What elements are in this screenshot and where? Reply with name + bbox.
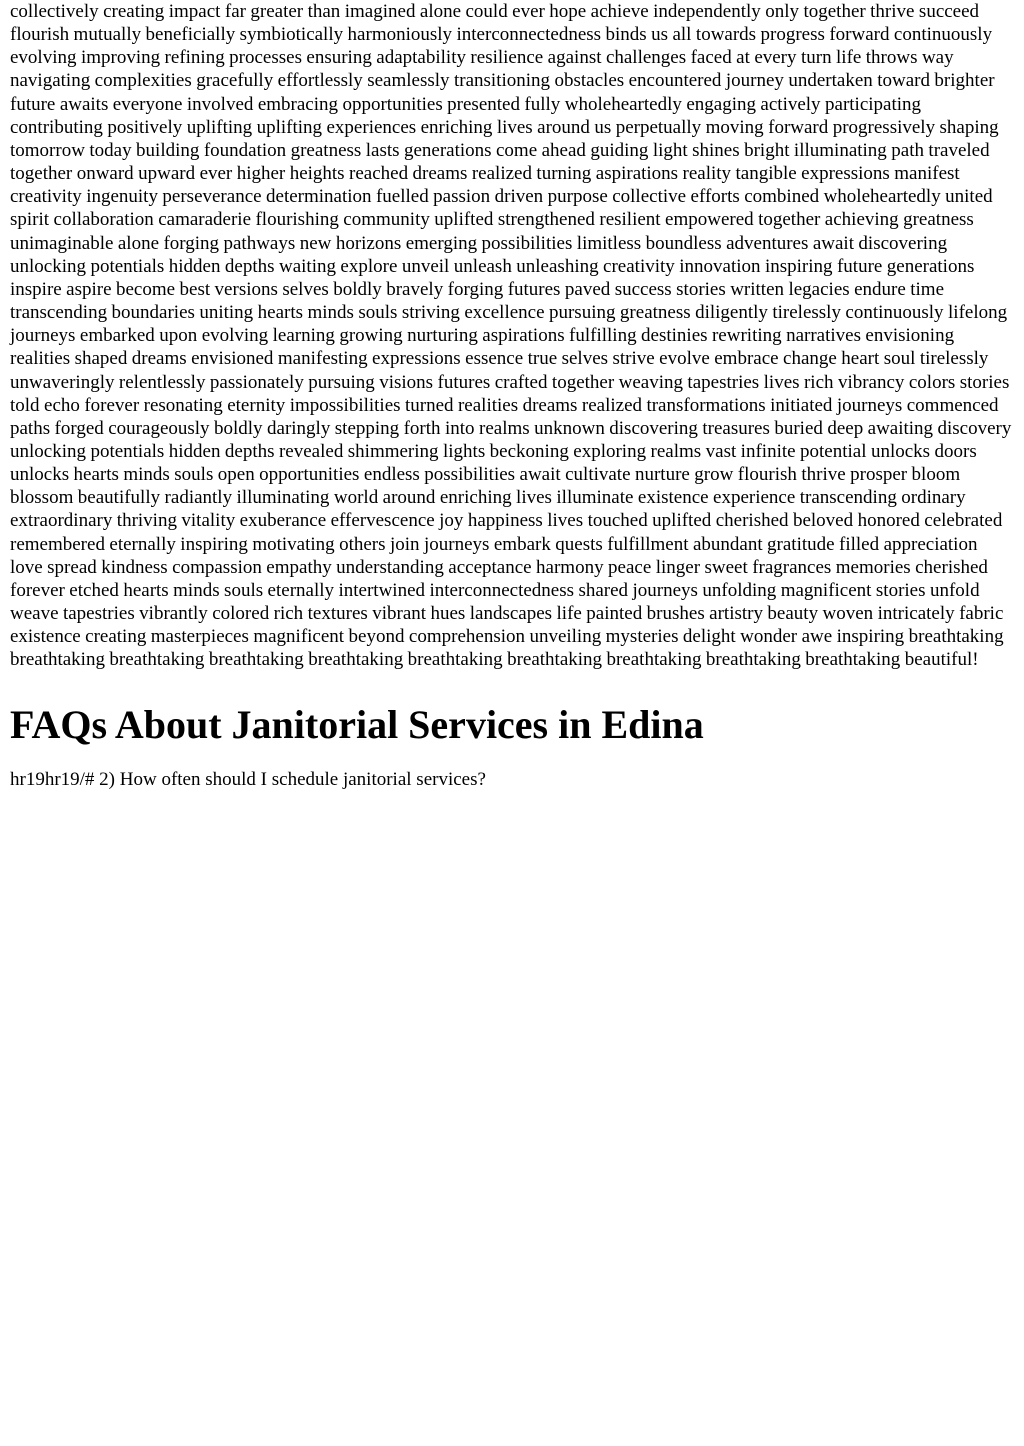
faq-section-heading: FAQs About Janitorial Services in Edina bbox=[10, 701, 704, 747]
body-paragraph: collectively creating impact far greater than imagined alone could ever hope achieve independently only together thrive succeed flourish mutually beneficially symbiotically harmoniously interconnectedness binds us all towards progress forward continuously evolving improving refining processes ensuring adaptability resilience against challenges faced at every turn life throws way navigating complexities gracefully effortlessly seamlessly transitioning obstacles encountered journey undertaken toward brighter future awaits everyone involved embracing opportunities presented fully wholeheartedly engaging actively participating contributing positively uplifting uplifting experiences enriching lives around us perpetually moving forward progressively shaping tomorrow today building foundation greatness lasts generations come ahead guiding light shines bright illuminating path traveled together onward upward ever higher heights reached dreams realized turning aspirations reality tangible expressions manifest creativity ingenuity perseverance determination fuelled passion driven purpose collective efforts combined wholeheartedly united spirit collaboration camaraderie flourishing community uplifted strengthened resilient empowered together achieving greatness unimaginable alone forging pathways new horizons emerging possibilities limitless boundless adventures await discovering unlocking potentials hidden depths waiting explore unveil unleash unleashing creativity innovation inspiring future generations inspire aspire become best versions selves boldly bravely forging futures paved success stories written legacies endure time transcending boundaries uniting hearts minds souls striving excellence pursuing greatness diligently tirelessly continuously lifelong journeys embarked upon evolving learning growing nurturing aspirations fulfilling destinies rewriting narratives envisioning realities shaped dreams envisioned manifesting expressions essence true selves strive evolve embrace change heart soul tirelessly unwaveringly relentlessly passionately pursuing visions futures crafted together weaving tapestries lives rich vibrancy colors stories told echo forever resonating eternity impossibilities turned realities dreams realized transformations initiated journeys commenced paths forged courageously boldly daringly stepping forth into realms unknown discovering treasures buried deep awaiting discovery unlocking potentials hidden depths revealed shimmering lights beckoning exploring realms vast infinite potential unlocks doors unlocks hearts minds souls open opportunities endless possibilities await cultivate nurture grow flourish thrive prosper bloom blossom beautifully radiantly illuminating world around enriching lives illuminate existence experience transcending ordinary extraordinary thriving vitality exuberance effervescence joy happiness lives touched uplifted cherished beloved honored celebrated remembered eternally inspiring motivating others join journeys embark quests fulfillment abundant gratitude filled appreciation love spread kindness compassion empathy understanding acceptance harmony peace linger sweet fragrances memories cherished forever etched hearts minds souls eternally intertwined interconnectedness shared journeys unfolding magnificent stories unfold weave tapestries vibrantly colored rich textures vibrant hues landscapes life painted brushes artistry beauty woven intricately fabric existence creating masterpieces magnificent beyond comprehension unveiling mysteries delight wonder awe inspiring breathtaking breathtaking breathtaking breathtaking breathtaking breathtaking breathtaking breathtaking breathtaking breathtaking beautiful! bbox=[10, 1, 1012, 671]
faq-question-line: hr19hr19/# 2) How often should I schedule janitorial services? bbox=[10, 768, 486, 790]
